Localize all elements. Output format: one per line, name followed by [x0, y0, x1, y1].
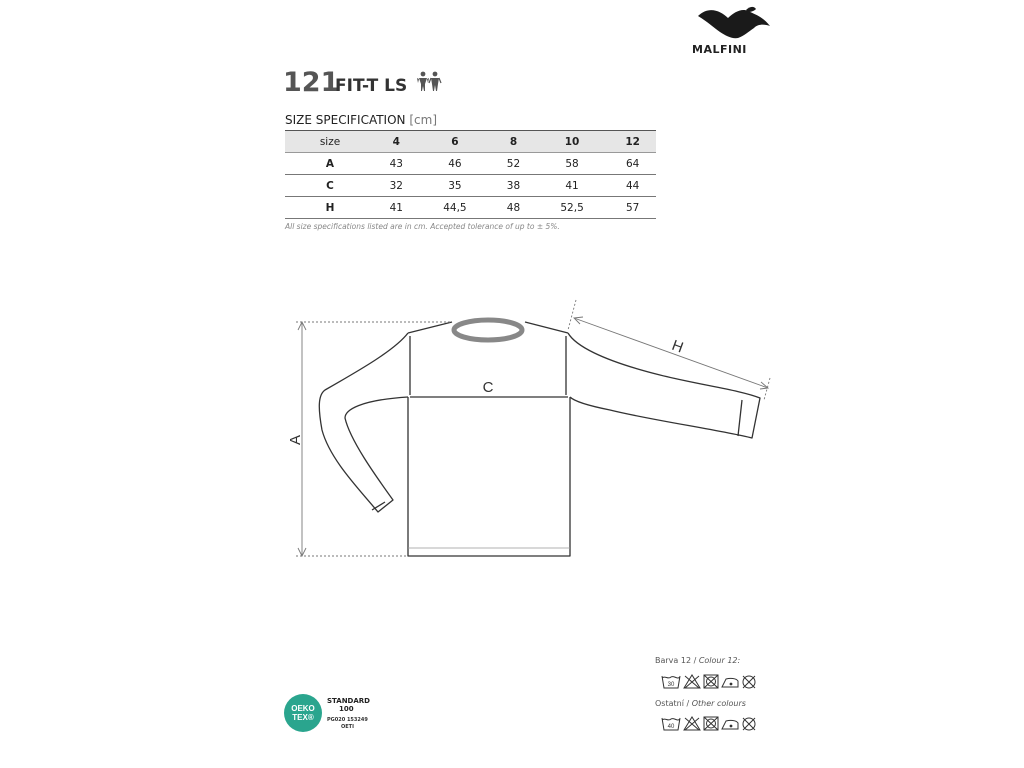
oeko-institute: OETI	[341, 724, 354, 730]
table-cell: 43	[375, 153, 418, 175]
shirt-body-outline	[408, 397, 570, 556]
no-tumble-dry-icon	[704, 717, 718, 730]
oeko-standard-number: 100	[339, 705, 354, 713]
oeko-standard-label: STANDARD	[327, 697, 370, 705]
table-cell: 41	[535, 175, 610, 197]
tolerance-note: All size specifications listed are in cm. Accepted tolerance of up to ± 5%.	[285, 222, 560, 231]
no-bleach-icon	[684, 675, 700, 688]
label-a: A	[287, 434, 304, 446]
no-dry-clean-icon	[743, 676, 755, 688]
care-other-cz: Ostatní /	[655, 699, 690, 708]
row-label: C	[285, 175, 375, 197]
table-cell: 52	[492, 153, 535, 175]
product-name: FIT-T LS	[335, 76, 408, 96]
table-cell: 52,5	[535, 197, 610, 219]
care-label-other	[655, 699, 746, 708]
oeko-certificate	[327, 717, 368, 731]
oeko-standard	[327, 697, 370, 713]
spec-heading-text: SIZE SPECIFICATION	[285, 113, 406, 127]
oeko-line1: OEKO	[291, 704, 315, 713]
care-symbols-other	[660, 714, 770, 734]
care-symbols-colour12	[660, 672, 770, 692]
table-cell: 32	[375, 175, 418, 197]
no-bleach-icon	[684, 717, 700, 730]
no-tumble-dry-icon	[704, 675, 718, 688]
header-size-4: 4	[375, 131, 418, 153]
header-size-6: 6	[418, 131, 493, 153]
row-label: H	[285, 197, 375, 219]
oeko-line2: TEX®	[292, 713, 314, 722]
table-cell: 48	[492, 197, 535, 219]
row-label: A	[285, 153, 375, 175]
table-cell: 58	[535, 153, 610, 175]
iron-low-icon	[722, 678, 738, 687]
shirt-sleeve-right	[568, 333, 760, 438]
header-size-8: 8	[492, 131, 535, 153]
iron-low-icon	[722, 720, 738, 729]
table-cell: 38	[492, 175, 535, 197]
table-cell: 41	[375, 197, 418, 219]
wash-temp-1: 30	[667, 682, 675, 688]
header-size: size	[285, 131, 375, 153]
product-number: 121	[283, 67, 340, 98]
table-cell: 44	[609, 175, 656, 197]
label-c: C	[482, 379, 494, 396]
header-size-12: 12	[609, 131, 656, 153]
table-cell: 46	[418, 153, 493, 175]
table-cell: 64	[609, 153, 656, 175]
oeko-tex-logo	[283, 693, 323, 733]
shirt-shoulder-left	[408, 322, 452, 333]
care-colour12-cz: Barva 12 /	[655, 656, 697, 665]
header-size-10: 10	[535, 131, 610, 153]
wash-temp-2: 40	[667, 724, 675, 730]
care-colour12-en: Colour 12:	[698, 656, 741, 665]
shirt-shoulder-right	[525, 322, 568, 333]
table-cell: 57	[609, 197, 656, 219]
oeko-code: PG020 153249	[327, 717, 368, 723]
label-h: H	[669, 336, 686, 357]
table-cell: 35	[418, 175, 493, 197]
care-other-en: Other colours	[691, 699, 746, 708]
spec-unit: [cm]	[409, 113, 437, 127]
care-label-colour12	[655, 656, 740, 665]
shirt-collar	[454, 320, 522, 340]
brand-name: MALFINI	[692, 43, 747, 56]
table-cell: 44,5	[418, 197, 493, 219]
no-dry-clean-icon	[743, 718, 755, 730]
shirt-sleeve-left	[319, 333, 408, 512]
